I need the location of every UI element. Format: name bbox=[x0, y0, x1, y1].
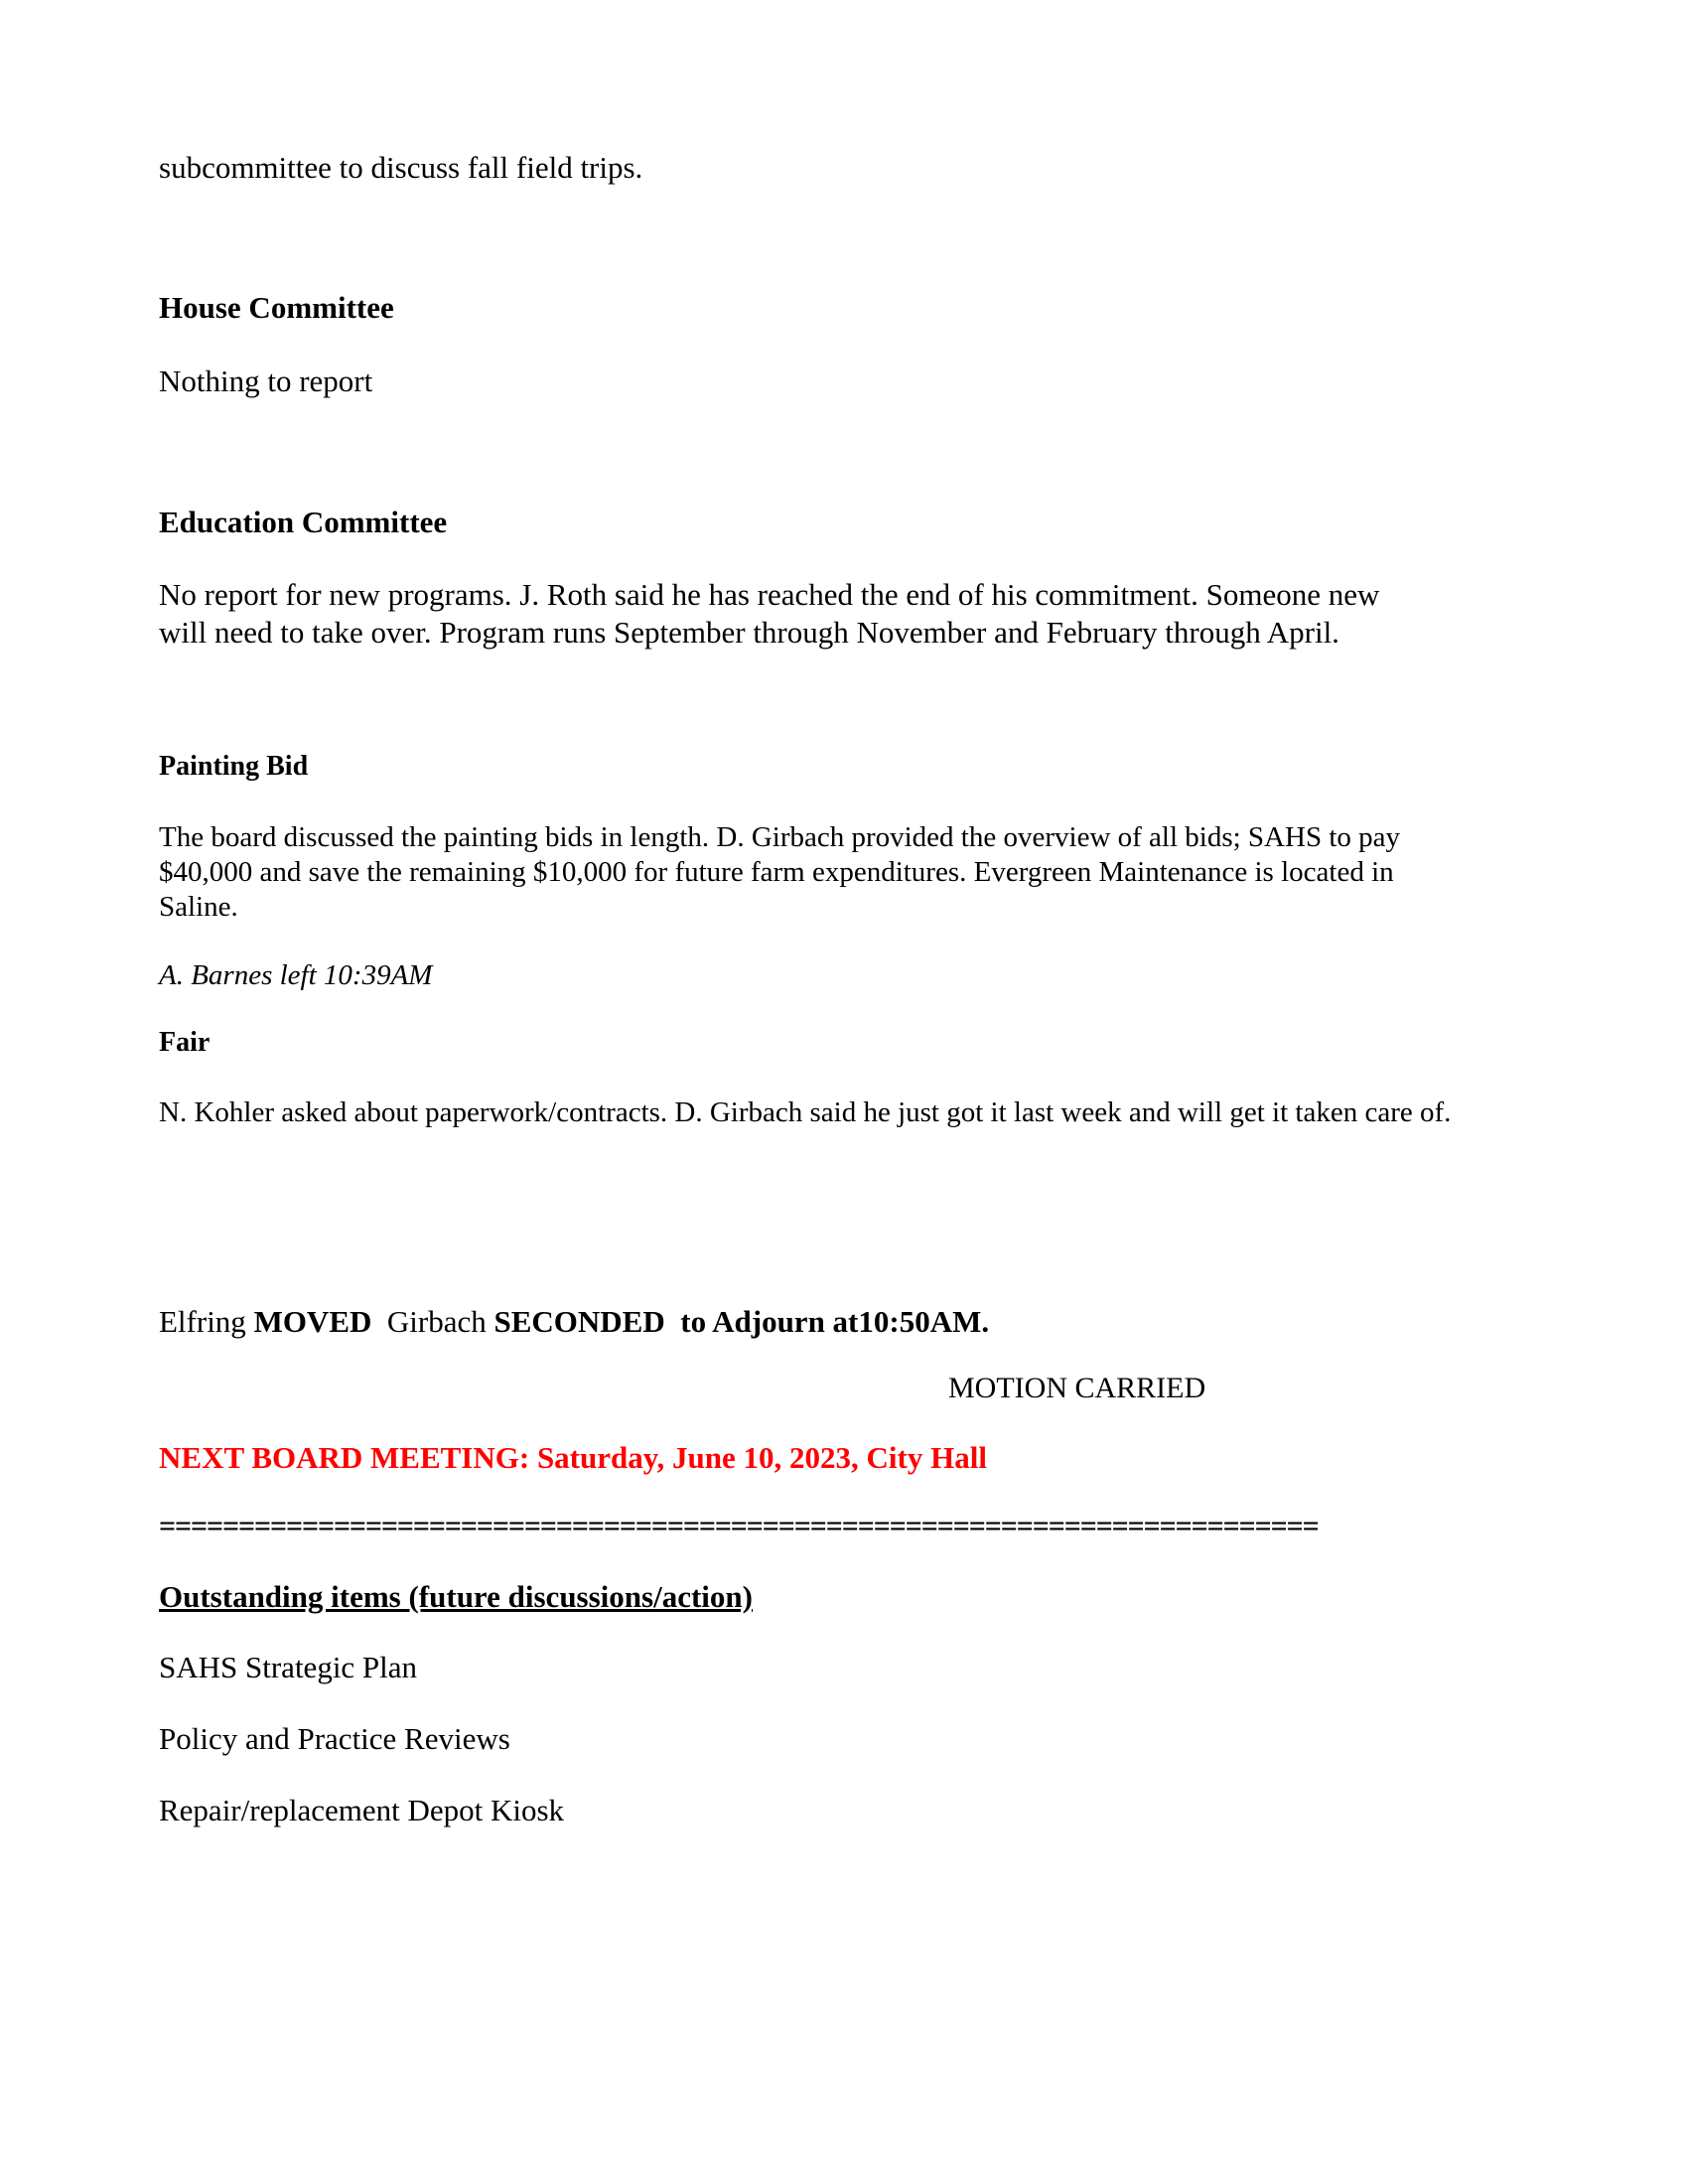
education-committee-line-2: will need to take over. Program runs September through November and February through April. bbox=[159, 615, 1339, 650]
outstanding-item: Repair/replacement Depot Kiosk bbox=[159, 1793, 565, 1827]
outstanding-item: SAHS Strategic Plan bbox=[159, 1650, 418, 1684]
motion-moved: MOVED bbox=[253, 1304, 372, 1339]
adjourn-motion bbox=[159, 1303, 989, 1341]
house-committee-heading: House Committee bbox=[159, 290, 394, 325]
section-separator: ========================================================================= bbox=[159, 1510, 1319, 1542]
attendance-note: A. Barnes left 10:39AM bbox=[159, 959, 433, 991]
painting-bid-heading: Painting Bid bbox=[159, 751, 309, 782]
next-meeting-notice: NEXT BOARD MEETING: Saturday, June 10, 2023, City Hall bbox=[159, 1440, 987, 1475]
painting-bid-line-1: The board discussed the painting bids in length. D. Girbach provided the overview of all bids; SAHS to pay bbox=[159, 821, 1401, 853]
motion-seconder: Girbach bbox=[386, 1304, 487, 1339]
continuation-text: subcommittee to discuss fall field trips. bbox=[159, 150, 643, 185]
outstanding-item: Policy and Practice Reviews bbox=[159, 1721, 510, 1756]
motion-seconded: SECONDED bbox=[493, 1304, 665, 1339]
house-committee-body: Nothing to report bbox=[159, 364, 373, 398]
education-committee-heading: Education Committee bbox=[159, 505, 448, 539]
motion-mover: Elfring bbox=[159, 1304, 246, 1339]
painting-bid-line-3: Saline. bbox=[159, 891, 238, 923]
outstanding-items-heading: Outstanding items (future discussions/action) bbox=[159, 1579, 753, 1614]
fair-body: N. Kohler asked about paperwork/contracts. D. Girbach said he just got it last week and will get it taken care of. bbox=[159, 1096, 1452, 1128]
fair-heading: Fair bbox=[159, 1027, 211, 1058]
painting-bid-line-2: $40,000 and save the remaining $10,000 for future farm expenditures. Evergreen Maintenance is located in bbox=[159, 856, 1394, 888]
motion-result: MOTION CARRIED bbox=[948, 1372, 1206, 1404]
motion-action: to Adjourn at10:50AM. bbox=[680, 1304, 990, 1339]
education-committee-line-1: No report for new programs. J. Roth said he has reached the end of his commitment. Someone new bbox=[159, 577, 1380, 612]
